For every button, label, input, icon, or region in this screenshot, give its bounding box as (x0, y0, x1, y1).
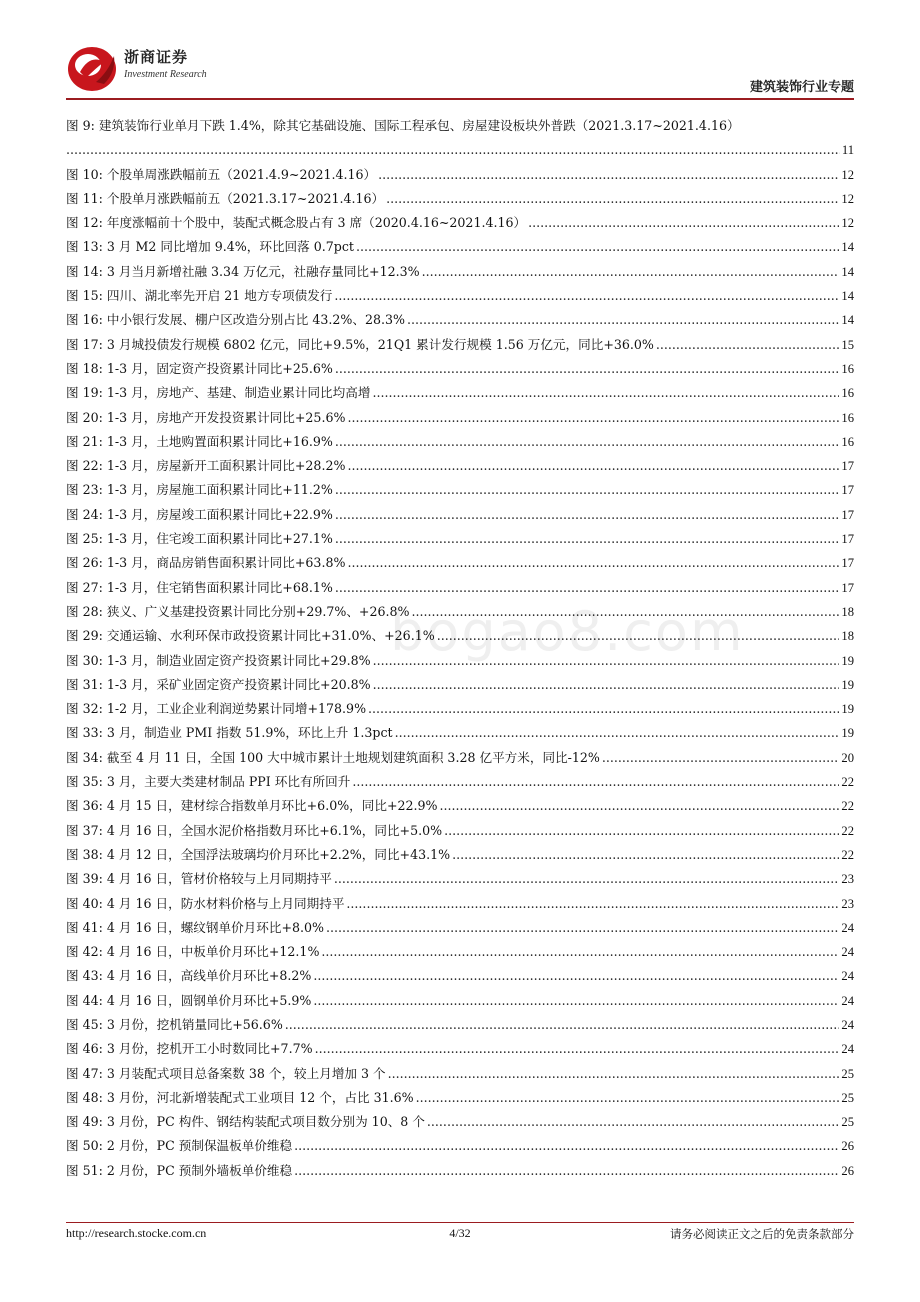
toc-entry[interactable] (66, 114, 854, 163)
toc-entry-label: 图 48: 3 月份，河北新增装配式工业项目 12 个，占比 31.6% (66, 1089, 414, 1105)
toc-entry[interactable] (66, 989, 854, 1013)
toc-entry-page: 16 (841, 410, 854, 425)
toc-entry[interactable] (66, 721, 854, 745)
footer-disclaimer: 请务必阅读正文之后的免责条款部分 (670, 1227, 854, 1241)
toc-entry-page: 15 (841, 337, 854, 352)
toc-entry[interactable] (66, 333, 854, 357)
toc-leader-dots (427, 1110, 839, 1134)
toc-entry-page: 24 (841, 993, 854, 1008)
toc-leader-dots (294, 1134, 839, 1158)
toc-entry-label: 图 15: 四川、湖北率先开启 21 地方专项债发行 (66, 288, 333, 304)
toc-leader-dots (313, 964, 839, 988)
toc-leader-dots (346, 892, 839, 916)
toc-leader-dots (372, 381, 839, 405)
toc-entry[interactable] (66, 916, 854, 940)
toc-leader-dots (395, 721, 840, 745)
toc-entry-page: 23 (841, 872, 854, 887)
toc-entry[interactable] (66, 551, 854, 575)
toc-entry-page: 18 (841, 604, 854, 619)
toc-entry-label: 图 37: 4 月 16 日，全国水泥价格指数月环比+6.1%，同比+5.0% (66, 822, 443, 838)
toc-entry-label: 图 45: 3 月份，挖机销量同比+56.6% (66, 1016, 283, 1032)
toc-leader-dots (321, 940, 839, 964)
toc-entry-label: 图 39: 4 月 16 日，管材价格较与上月同期持平 (66, 871, 332, 887)
toc-entry-page: 19 (841, 702, 854, 717)
toc-entry-label: 图 22: 1-3 月，房屋新开工面积累计同比+28.2% (66, 458, 346, 474)
toc-entry[interactable] (66, 576, 854, 600)
toc-entry[interactable] (66, 454, 854, 478)
toc-entry[interactable] (66, 187, 854, 211)
toc-entry-page: 12 (841, 216, 854, 231)
toc-leader-dots (294, 1159, 839, 1183)
toc-entry-page: 17 (841, 532, 854, 547)
toc-entry-label: 图 41: 4 月 16 日，螺纹钢单价月环比+8.0% (66, 919, 324, 935)
toc-entry-label: 图 28: 狭义、广义基建投资累计同比分别+29.7%、+26.8% (66, 603, 410, 619)
toc-entry-page: 24 (841, 945, 854, 960)
brand-name-en: Investment Research (124, 69, 207, 80)
toc-entry-page: 22 (841, 847, 854, 862)
toc-entry-page: 24 (841, 920, 854, 935)
toc-entry[interactable] (66, 892, 854, 916)
toc-entry-label: 图 27: 1-3 月，住宅销售面积累计同比+68.1% (66, 579, 333, 595)
toc-entry-label: 图 25: 1-3 月，住宅竣工面积累计同比+27.1% (66, 531, 333, 547)
toc-entry-label: 图 10: 个股单周涨跌幅前五（2021.4.9~2021.4.16） (66, 166, 377, 182)
toc-entry[interactable] (66, 1037, 854, 1061)
toc-entry-page: 14 (841, 289, 854, 304)
toc-leader-dots (388, 1062, 840, 1086)
toc-leader-dots (407, 308, 839, 332)
toc-leader-dots (422, 260, 840, 284)
toc-leader-dots (602, 746, 840, 770)
toc-leader-dots (335, 576, 840, 600)
toc-entry-label: 图 31: 1-3 月，采矿业固定资产投资累计同比+20.8% (66, 676, 371, 692)
toc-entry[interactable] (66, 478, 854, 502)
toc-leader-dots (444, 819, 839, 843)
toc-entry[interactable] (66, 624, 854, 648)
toc-entry-label: 图 26: 1-3 月，商品房销售面积累计同比+63.8% (66, 555, 346, 571)
toc-entry[interactable] (66, 381, 854, 405)
toc-entry-page: 23 (841, 896, 854, 911)
toc-leader-dots (416, 1086, 840, 1110)
toc-entry[interactable] (66, 1062, 854, 1086)
toc-entry-page: 14 (841, 264, 854, 279)
toc-entry-label: 图 11: 个股单月涨跌幅前五（2021.3.17~2021.4.16） (66, 190, 385, 206)
toc-entry-page: 17 (841, 580, 854, 595)
toc-entry[interactable] (66, 308, 854, 332)
toc-entry-page: 17 (841, 459, 854, 474)
toc-leader-dots (347, 454, 839, 478)
toc-entry-page: 16 (841, 361, 854, 376)
toc-leader-dots (528, 211, 839, 235)
toc-leader-dots (352, 770, 839, 794)
toc-entry[interactable] (66, 163, 854, 187)
toc-leader-dots (285, 1013, 840, 1037)
toc-entry-label: 图 46: 3 月份，挖机开工小时数同比+7.7% (66, 1041, 313, 1057)
footer-divider (66, 1222, 854, 1223)
toc-entry-label: 图 50: 2 月份，PC 预制保温板单价维稳 (66, 1138, 293, 1154)
watermark: bogao8.com (390, 600, 745, 663)
toc-entry-page: 14 (841, 240, 854, 255)
toc-entry[interactable] (66, 794, 854, 818)
toc-entry[interactable] (66, 211, 854, 235)
toc-entry-label: 图 32: 1-2 月，工业企业利润逆势累计同增+178.9% (66, 701, 367, 717)
toc-leader-dots (368, 697, 839, 721)
toc-leader-dots (373, 673, 840, 697)
toc-entry-label: 图 12: 年度涨幅前十个股中，装配式概念股占有 3 席（2020.4.16~2021.4.16） (66, 215, 527, 231)
toc-entry-label: 图 18: 1-3 月，固定资产投资累计同比+25.6% (66, 360, 333, 376)
page-header (66, 40, 854, 98)
toc-entry[interactable] (66, 503, 854, 527)
toc-entry-page: 25 (841, 1090, 854, 1105)
brand-name-cn: 浙商证券 (124, 48, 189, 66)
toc-entry[interactable] (66, 746, 854, 770)
toc-entry-label: 图 23: 1-3 月，房屋施工面积累计同比+11.2% (66, 482, 333, 498)
toc-entry-page: 19 (841, 726, 854, 741)
toc-entry-page: 24 (841, 969, 854, 984)
figure-list (66, 114, 854, 1183)
toc-entry[interactable] (66, 284, 854, 308)
toc-entry-page: 18 (841, 629, 854, 644)
toc-leader-dots (378, 163, 839, 187)
toc-entry-label: 图 44: 4 月 16 日，圆钢单价月环比+5.9% (66, 992, 312, 1008)
toc-entry-label: 图 34: 截至 4 月 11 日，全国 100 大中城市累计土地规划建筑面积 3.28 亿平方米，同比-12% (66, 749, 600, 765)
toc-entry-label: 图 30: 1-3 月，制造业固定资产投资累计同比+29.8% (66, 652, 371, 668)
toc-entry-label: 图 21: 1-3 月，土地购置面积累计同比+16.9% (66, 433, 333, 449)
toc-entry-label: 图 19: 1-3 月，房地产、基建、制造业累计同比均高增 (66, 385, 371, 401)
page-number: 4/32 (449, 1226, 471, 1240)
brand (124, 46, 207, 80)
toc-leader-dots (66, 138, 840, 162)
toc-entry-page: 12 (841, 191, 854, 206)
toc-entry-label: 图 36: 4 月 15 日，建材综合指数单月环比+6.0%，同比+22.9% (66, 798, 438, 814)
toc-leader-dots (356, 235, 839, 259)
toc-entry[interactable] (66, 940, 854, 964)
toc-leader-dots (334, 867, 840, 891)
toc-leader-dots (437, 624, 840, 648)
toc-leader-dots (315, 1037, 840, 1061)
toc-entry-page: 16 (841, 386, 854, 401)
toc-entry-page: 17 (841, 507, 854, 522)
toc-entry-label: 图 24: 1-3 月，房屋竣工面积累计同比+22.9% (66, 506, 333, 522)
toc-entry-page: 26 (841, 1163, 854, 1178)
toc-entry-label: 图 42: 4 月 16 日，中板单价月环比+12.1% (66, 944, 320, 960)
toc-entry[interactable] (66, 770, 854, 794)
toc-entry[interactable] (66, 430, 854, 454)
toc-entry[interactable] (66, 1086, 854, 1110)
toc-leader-dots (326, 916, 839, 940)
toc-entry[interactable] (66, 819, 854, 843)
toc-entry-label: 图 38: 4 月 12 日，全国浮法玻璃均价月环比+2.2%，同比+43.1% (66, 846, 451, 862)
toc-leader-dots (313, 989, 839, 1013)
toc-entry-page: 22 (841, 775, 854, 790)
toc-entry-page: 11 (841, 143, 854, 158)
toc-entry[interactable] (66, 867, 854, 891)
toc-leader-dots (335, 527, 840, 551)
report-title: 建筑装饰行业专题 (749, 80, 854, 95)
toc-entry[interactable] (66, 600, 854, 624)
toc-leader-dots (335, 478, 840, 502)
toc-entry-page: 24 (841, 1017, 854, 1032)
toc-entry-label: 图 9: 建筑装饰行业单月下跌 1.4%，除其它基础设施、国际工程承包、房屋建设板块外普跌（2021.3.17~2021.4.16） (66, 118, 740, 133)
toc-leader-dots (440, 794, 840, 818)
toc-entry[interactable] (66, 406, 854, 430)
toc-entry-label: 图 51: 2 月份，PC 预制外墙板单价维稳 (66, 1162, 293, 1178)
toc-entry[interactable] (66, 527, 854, 551)
toc-entry-page: 19 (841, 653, 854, 668)
toc-entry-label: 图 33: 3 月，制造业 PMI 指数 51.9%，环比上升 1.3pct (66, 725, 393, 741)
toc-leader-dots (386, 187, 839, 211)
toc-entry-label: 图 29: 交通运输、水利环保市政投资累计同比+31.0%、+26.1% (66, 628, 435, 644)
footer-url[interactable]: http://research.stocke.com.cn (66, 1226, 207, 1240)
toc-entry-page: 22 (841, 823, 854, 838)
toc-entry-page: 20 (841, 750, 854, 765)
toc-entry[interactable] (66, 673, 854, 697)
toc-entry-page: 24 (841, 1042, 854, 1057)
toc-leader-dots (347, 406, 839, 430)
toc-entry[interactable] (66, 235, 854, 259)
toc-entry-page: 25 (841, 1115, 854, 1130)
toc-entry-page: 14 (841, 313, 854, 328)
toc-entry[interactable] (66, 964, 854, 988)
toc-entry-label: 图 13: 3 月 M2 同比增加 9.4%，环比回落 0.7pct (66, 239, 354, 255)
toc-entry[interactable] (66, 1110, 854, 1134)
toc-entry-label: 图 35: 3 月，主要大类建材制品 PPI 环比有所回升 (66, 774, 351, 790)
toc-entry-label: 图 17: 3 月城投债发行规模 6802 亿元，同比+9.5%，21Q1 累计发行规模 1.56 万亿元，同比+36.0% (66, 336, 654, 352)
toc-entry-label: 图 43: 4 月 16 日，高线单价月环比+8.2% (66, 968, 312, 984)
toc-entry-label: 图 20: 1-3 月，房地产开发投资累计同比+25.6% (66, 409, 346, 425)
toc-entry-page: 19 (841, 677, 854, 692)
toc-entry-page: 25 (841, 1066, 854, 1081)
header-divider (66, 98, 854, 100)
toc-leader-dots (412, 600, 840, 624)
toc-leader-dots (335, 430, 840, 454)
toc-entry-label: 图 40: 4 月 16 日，防水材料价格与上月同期持平 (66, 895, 345, 911)
toc-entry[interactable] (66, 1134, 854, 1158)
toc-leader-dots (452, 843, 839, 867)
toc-entry-label: 图 49: 3 月份，PC 构件、钢结构装配式项目数分别为 10、8 个 (66, 1114, 425, 1130)
toc-leader-dots (335, 503, 840, 527)
toc-entry[interactable] (66, 1159, 854, 1183)
toc-entry-page: 22 (841, 799, 854, 814)
toc-entry-page: 17 (841, 483, 854, 498)
toc-entry-page: 12 (841, 167, 854, 182)
toc-entry-label: 图 14: 3 月当月新增社融 3.34 万亿元，社融存量同比+12.3% (66, 263, 420, 279)
toc-leader-dots (373, 649, 840, 673)
toc-entry-label: 图 16: 中小银行发展、棚户区改造分别占比 43.2%、28.3% (66, 312, 405, 328)
toc-entry[interactable] (66, 649, 854, 673)
stocke-logo-icon (66, 42, 122, 94)
toc-entry[interactable] (66, 843, 854, 867)
toc-entry-label: 图 47: 3 月装配式项目总备案数 38 个，较上月增加 3 个 (66, 1065, 386, 1081)
toc-leader-dots (656, 333, 840, 357)
toc-leader-dots (347, 551, 839, 575)
toc-entry-page: 26 (841, 1139, 854, 1154)
toc-entry-page: 16 (841, 434, 854, 449)
toc-entry[interactable] (66, 697, 854, 721)
toc-entry[interactable] (66, 1013, 854, 1037)
toc-entry[interactable] (66, 357, 854, 381)
toc-leader-dots (334, 284, 839, 308)
toc-entry-page: 17 (841, 556, 854, 571)
toc-entry[interactable] (66, 260, 854, 284)
toc-leader-dots (335, 357, 840, 381)
